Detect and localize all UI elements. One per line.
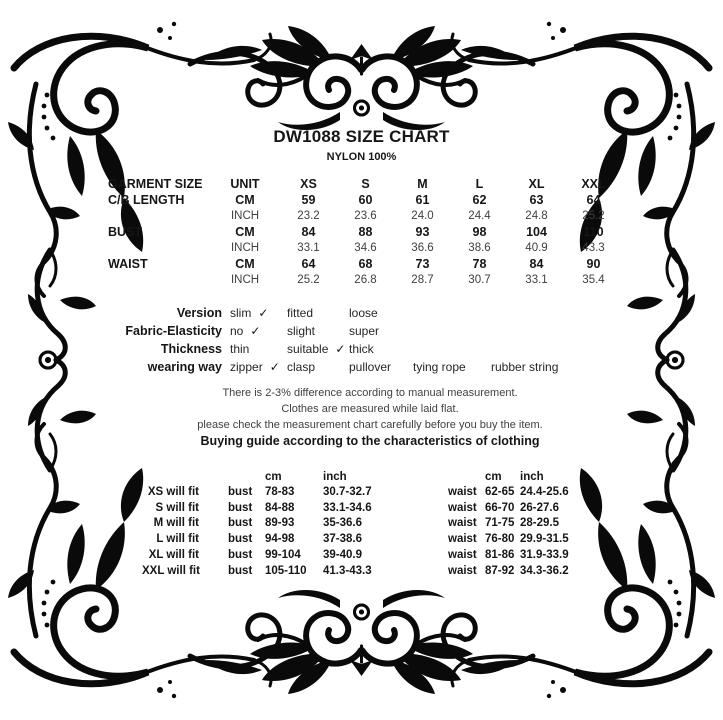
bust-label: bust xyxy=(228,549,253,562)
waist-label: waist xyxy=(448,564,477,577)
unit-label: CM xyxy=(235,257,255,271)
size-value: 84 xyxy=(529,257,544,271)
option-label: fitted xyxy=(287,306,314,320)
attribute-option xyxy=(230,306,287,320)
size-value: 25.2 xyxy=(582,210,605,222)
size-value: 68 xyxy=(358,257,373,271)
measurement-label: BUST xyxy=(108,225,143,239)
attribute-option xyxy=(413,342,491,356)
option-label: tying rope xyxy=(413,360,466,374)
check-icon: ✓ xyxy=(335,342,346,356)
attribute-label: Fabric-Elasticity xyxy=(125,324,222,338)
size-value: 43.3 xyxy=(582,242,605,254)
waist-inch-range: 31.9-33.9 xyxy=(520,549,569,562)
size-value: 33.1 xyxy=(297,242,320,254)
waist-inch-range: 29.9-31.5 xyxy=(520,533,569,546)
measurement-label: WAIST xyxy=(108,257,148,271)
fit-size-label: XL will fit xyxy=(148,549,199,562)
note-line: Clothes are measured while laid flat. xyxy=(281,403,459,415)
attribute-option xyxy=(491,306,508,320)
bust-label: bust xyxy=(228,501,253,514)
size-value: 61 xyxy=(415,193,430,207)
attribute-option xyxy=(413,360,491,374)
fit-table-row xyxy=(142,563,620,579)
waist-inch-range: 34.3-36.2 xyxy=(520,564,569,577)
waist-inch-range: 26-27.6 xyxy=(520,501,560,514)
attribute-options xyxy=(230,342,508,356)
size-value: 63 xyxy=(529,193,544,207)
bust-inch-range: 39-40.9 xyxy=(323,549,363,562)
bust-label: bust xyxy=(228,517,253,530)
bust-label: bust xyxy=(228,564,253,577)
page-title: DW1088 SIZE CHART xyxy=(273,127,450,146)
attribute-option xyxy=(230,342,287,356)
size-value: 84 xyxy=(301,225,316,239)
size-value: 60 xyxy=(358,193,373,207)
size-header: S xyxy=(361,177,370,191)
attribute-label: wearing way xyxy=(147,360,222,374)
attribute-option xyxy=(413,306,491,320)
unit-label: CM xyxy=(235,193,255,207)
fabric-subtitle: NYLON 100% xyxy=(326,151,397,163)
size-table-row xyxy=(100,240,622,256)
attribute-option xyxy=(413,324,491,338)
size-value: 24.0 xyxy=(411,210,434,222)
size-header: XL xyxy=(528,177,545,191)
cm-header: cm xyxy=(485,470,502,483)
attribute-option xyxy=(349,306,413,320)
bust-inch-range: 37-38.6 xyxy=(323,533,363,546)
attribute-option xyxy=(287,360,349,374)
waist-cm-range: 81-86 xyxy=(485,549,515,562)
bust-label: bust xyxy=(228,533,253,546)
fit-size-label: S will fit xyxy=(155,501,199,514)
size-value: 38.6 xyxy=(468,242,491,254)
fit-table-row xyxy=(142,500,620,516)
measurement-notes xyxy=(100,385,640,433)
fit-size-label: XS will fit xyxy=(147,485,199,498)
waist-cm-range: 66-70 xyxy=(485,501,515,514)
waist-cm-range: 71-75 xyxy=(485,517,515,530)
attribute-options xyxy=(230,360,575,374)
attribute-option xyxy=(287,306,349,320)
size-table-header-row xyxy=(100,176,622,192)
cm-header: cm xyxy=(265,470,282,483)
size-table-row xyxy=(100,192,622,208)
waist-inch-range: 24.4-25.6 xyxy=(520,485,569,498)
option-label: slight xyxy=(287,324,316,338)
bust-cm-range: 99-104 xyxy=(265,549,301,562)
option-label: super xyxy=(349,324,380,338)
unit-label: INCH xyxy=(230,274,260,286)
size-table-row xyxy=(100,208,622,224)
fit-size-label: XXL will fit xyxy=(142,564,200,577)
attribute-option xyxy=(349,342,413,356)
bust-inch-range: 35-36.6 xyxy=(323,517,363,530)
option-label: pullover xyxy=(349,360,392,374)
note-line: please check the measurement chart carefully before you buy the item. xyxy=(197,419,543,431)
waist-label: waist xyxy=(448,517,477,530)
attribute-option xyxy=(491,360,575,374)
attribute-row xyxy=(120,340,575,358)
option-label: thick xyxy=(349,342,374,356)
unit-label: INCH xyxy=(230,210,260,222)
size-value: 64 xyxy=(301,257,316,271)
attribute-option xyxy=(287,342,349,356)
option-label: zipper xyxy=(230,360,263,374)
bust-label: bust xyxy=(228,485,253,498)
measurement-label: C/B LENGTH xyxy=(108,193,185,207)
size-table-row xyxy=(100,224,622,240)
size-value: 23.2 xyxy=(297,210,320,222)
size-table-row xyxy=(100,256,622,272)
size-value: 25.2 xyxy=(297,274,320,286)
size-value: 40.9 xyxy=(525,242,548,254)
fit-table-row xyxy=(142,547,620,563)
attribute-option xyxy=(230,360,287,374)
unit-header: UNIT xyxy=(230,177,260,191)
attribute-row xyxy=(120,358,575,376)
size-value: 26.8 xyxy=(354,274,377,286)
size-value: 62 xyxy=(472,193,487,207)
attribute-option xyxy=(349,360,413,374)
size-value: 36.6 xyxy=(411,242,434,254)
waist-cm-range: 76-80 xyxy=(485,533,515,546)
size-value: 104 xyxy=(526,225,547,239)
attribute-label: Thickness xyxy=(160,342,222,356)
bust-inch-range: 41.3-43.3 xyxy=(323,564,372,577)
bust-cm-range: 89-93 xyxy=(265,517,295,530)
unit-label: CM xyxy=(235,225,255,239)
attribute-row xyxy=(120,322,575,340)
bust-inch-range: 30.7-32.7 xyxy=(323,485,372,498)
attribute-options xyxy=(230,306,508,320)
check-icon: ✓ xyxy=(250,324,261,338)
attributes-section xyxy=(120,304,575,376)
size-value: 30.7 xyxy=(468,274,491,286)
fit-table-row xyxy=(142,484,620,500)
option-label: loose xyxy=(349,306,378,320)
bust-cm-range: 105-110 xyxy=(265,564,307,577)
attribute-options xyxy=(230,324,508,338)
size-header: XS xyxy=(300,177,317,191)
fit-table-header-row xyxy=(142,469,620,484)
fit-size-label: L will fit xyxy=(156,533,199,546)
attribute-option xyxy=(230,324,287,338)
size-value: 93 xyxy=(415,225,430,239)
size-value: 34.6 xyxy=(354,242,377,254)
fit-table-row xyxy=(142,531,620,547)
size-table xyxy=(100,176,622,288)
size-header: L xyxy=(475,177,484,191)
size-value: 35.4 xyxy=(582,274,605,286)
option-label: suitable xyxy=(287,342,329,356)
size-value: 24.4 xyxy=(468,210,491,222)
size-value: 73 xyxy=(415,257,430,271)
size-table-row xyxy=(100,272,622,288)
waist-cm-range: 87-92 xyxy=(485,564,515,577)
size-value: 98 xyxy=(472,225,487,239)
bust-cm-range: 84-88 xyxy=(265,501,295,514)
size-value: 90 xyxy=(586,257,601,271)
size-value: 24.8 xyxy=(525,210,548,222)
bust-cm-range: 94-98 xyxy=(265,533,295,546)
inch-header: inch xyxy=(520,470,544,483)
waist-label: waist xyxy=(448,485,477,498)
option-label: thin xyxy=(230,342,250,356)
check-icon: ✓ xyxy=(258,306,269,320)
attribute-option xyxy=(349,324,413,338)
note-line: There is 2-3% difference according to manual measurement. xyxy=(222,387,518,399)
waist-cm-range: 62-65 xyxy=(485,485,515,498)
bust-inch-range: 33.1-34.6 xyxy=(323,501,372,514)
option-label: no xyxy=(230,324,244,338)
size-value: 59 xyxy=(301,193,316,207)
option-label: slim xyxy=(230,306,252,320)
size-value: 28.7 xyxy=(411,274,434,286)
size-value: 33.1 xyxy=(525,274,548,286)
size-value: 88 xyxy=(358,225,373,239)
waist-inch-range: 28-29.5 xyxy=(520,517,560,530)
fit-table-row xyxy=(142,516,620,532)
size-value: 78 xyxy=(472,257,487,271)
inch-header: inch xyxy=(323,470,347,483)
size-value: 110 xyxy=(583,225,604,239)
waist-label: waist xyxy=(448,533,477,546)
fit-table xyxy=(142,469,620,579)
size-header: M xyxy=(417,177,428,191)
bust-cm-range: 78-83 xyxy=(265,485,295,498)
unit-label: INCH xyxy=(230,242,260,254)
attribute-option xyxy=(287,324,349,338)
fit-size-label: M will fit xyxy=(153,517,199,530)
size-header: XXL xyxy=(581,177,606,191)
waist-label: waist xyxy=(448,501,477,514)
attribute-option xyxy=(491,342,508,356)
waist-label: waist xyxy=(448,549,477,562)
option-label: clasp xyxy=(287,360,316,374)
size-value: 23.6 xyxy=(354,210,377,222)
buying-guide-title: Buying guide according to the characteristics of clothing xyxy=(200,434,540,448)
attribute-label: Version xyxy=(176,306,222,320)
check-icon: ✓ xyxy=(269,360,280,374)
option-label: rubber string xyxy=(491,360,559,374)
garment-size-header: GARMENT SIZE xyxy=(108,177,203,191)
size-value: 64 xyxy=(586,193,601,207)
attribute-option xyxy=(491,324,508,338)
attribute-row xyxy=(120,304,575,322)
